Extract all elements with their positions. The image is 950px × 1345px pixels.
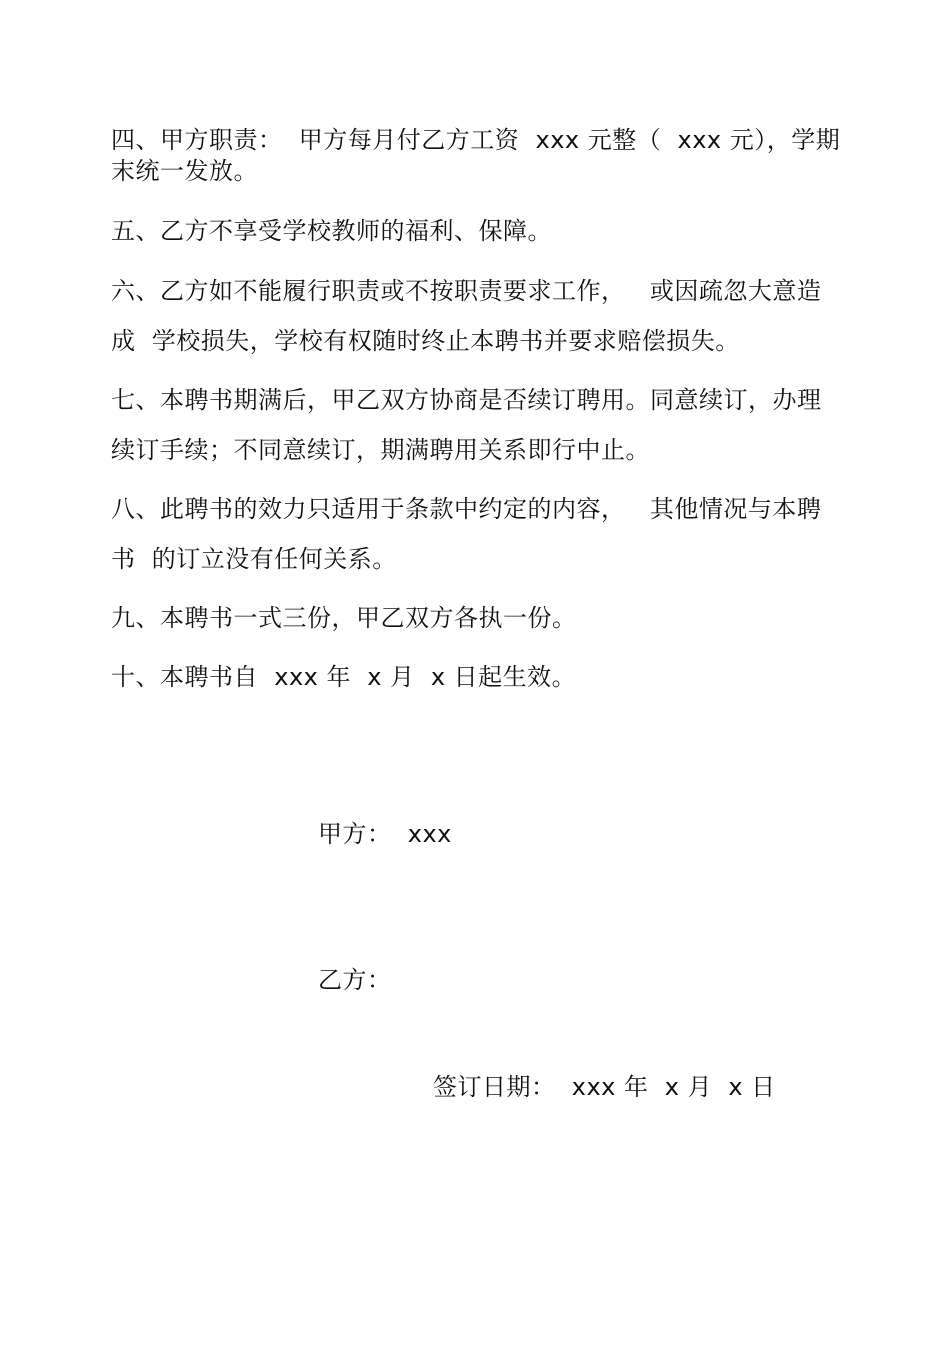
- clause-7-line-2: 续订手续；不同意续订，期满聘用关系即行中止。: [111, 436, 650, 464]
- clause-5-line-1: 五、乙方不享受学校教师的福利、保障。: [111, 217, 552, 245]
- clause-6-line-1: 六、乙方如不能履行职责或不按职责要求工作， 或因疏忽大意造: [111, 277, 822, 305]
- clause-10-line-1: 十、本聘书自 xxx 年 x 月 x 日起生效。: [111, 663, 577, 691]
- clause-4-line-2: 末统一发放。: [111, 157, 258, 185]
- signing-date: 签订日期： xxx 年 x 月 x 日: [433, 1073, 776, 1101]
- clause-8-line-2: 书 的订立没有任何关系。: [111, 545, 397, 573]
- clause-8-line-1: 八、此聘书的效力只适用于条款中约定的内容， 其他情况与本聘: [111, 495, 822, 523]
- clause-9-line-1: 九、本聘书一式三份，甲乙双方各执一份。: [111, 604, 577, 632]
- party-a-signature: 甲方： xxx: [318, 820, 452, 848]
- clause-4-line-1: 四、甲方职责： 甲方每月付乙方工资 xxx 元整（ xxx 元），学期: [111, 126, 841, 154]
- clause-6-line-2: 成 学校损失，学校有权随时终止本聘书并要求赔偿损失。: [111, 327, 740, 355]
- clause-7-line-1: 七、本聘书期满后，甲乙双方协商是否续订聘用。同意续订，办理: [111, 386, 822, 414]
- party-b-signature: 乙方：: [318, 966, 392, 994]
